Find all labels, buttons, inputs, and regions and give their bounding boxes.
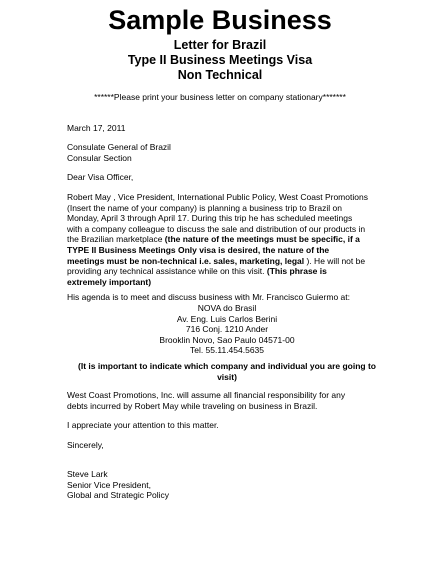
body-text: providing any technical assistance while on this visit. <box>67 266 267 277</box>
meeting-address <box>67 303 387 356</box>
recipient-block <box>67 142 387 163</box>
closing <box>67 440 387 451</box>
salutation <box>67 172 387 183</box>
agenda-intro <box>67 292 387 303</box>
letter-date <box>67 123 387 134</box>
body-paragraph-2 <box>67 390 387 411</box>
body-line <box>67 256 387 267</box>
print-notice: ******Please print your business letter on company stationary******* <box>94 92 346 102</box>
body-line: with a company colleague to discuss the sale and distribution of our products in <box>67 223 366 234</box>
salutation-text: Dear Visa Officer, <box>67 172 134 182</box>
address-line: Tel. 55.11.454.5635 <box>189 345 265 356</box>
appreciation <box>67 420 387 431</box>
body-paragraph-1 <box>67 192 387 287</box>
body-line <box>67 266 387 277</box>
body-emphasis: meetings must be non-technical i.e. sales, marketing, legal <box>67 255 305 266</box>
signature-title: Global and Strategic Policy <box>67 490 170 501</box>
body-line: Monday, April 3 through April 17. During this trip he has scheduled meetings <box>67 213 353 224</box>
signature-name: Steve Lark <box>67 469 108 479</box>
important-note <box>67 361 387 382</box>
body-emphasis: (the nature of the meetings must be specific, if a <box>164 234 360 245</box>
body-text: the Brazilian marketplace <box>67 234 165 245</box>
address-line: Av. Eng. Luis Carlos Berini <box>176 313 278 324</box>
note-line: visit) <box>217 371 237 382</box>
body-line: West Coast Promotions, Inc. will assume all financial responsibility for any <box>67 390 346 400</box>
address-line: Brooklin Novo, Sao Paulo 04571-00 <box>159 334 295 345</box>
date-text: March 17, 2011 <box>67 123 126 133</box>
closing-text: Sincerely, <box>67 440 104 450</box>
subtitle-non-technical: Non Technical <box>177 68 263 82</box>
body-line <box>67 277 387 288</box>
signature-block <box>67 469 387 501</box>
appreciation-text: I appreciate your attention to this matter. <box>67 420 219 430</box>
recipient-line: Consular Section <box>67 152 132 163</box>
body-line: (Insert the name of your company) is planning a business trip to Brazil on <box>67 202 342 213</box>
agenda-text: His agenda is to meet and discuss business with Mr. Francisco Guiermo at: <box>67 292 350 302</box>
note-line: (It is important to indicate which company and individual you are going to <box>78 361 376 371</box>
body-line: Robert May , Vice President, International Public Policy, West Coast Promotions <box>67 192 368 202</box>
document-title: Sample Business <box>108 5 332 35</box>
body-line <box>67 234 387 245</box>
body-text: ). He will not be <box>304 255 366 266</box>
body-emphasis: extremely important) <box>67 276 152 287</box>
body-emphasis: (This phrase is <box>266 266 327 277</box>
address-line: NOVA do Brasil <box>197 303 257 313</box>
subtitle-visa-type: Type II Business Meetings Visa <box>127 53 313 67</box>
subtitle-letter-for: Letter for Brazil <box>173 38 267 52</box>
body-emphasis: TYPE II Business Meetings Only visa is desired, the nature of the <box>67 244 330 255</box>
address-line: 716 Conj. 1210 Ander <box>185 324 269 335</box>
body-line <box>67 245 387 256</box>
body-line: debts incurred by Robert May while traveling on business in Brazil. <box>67 400 318 411</box>
signature-title: Senior Vice President, <box>67 479 151 490</box>
recipient-line: Consulate General of Brazil <box>67 142 171 152</box>
